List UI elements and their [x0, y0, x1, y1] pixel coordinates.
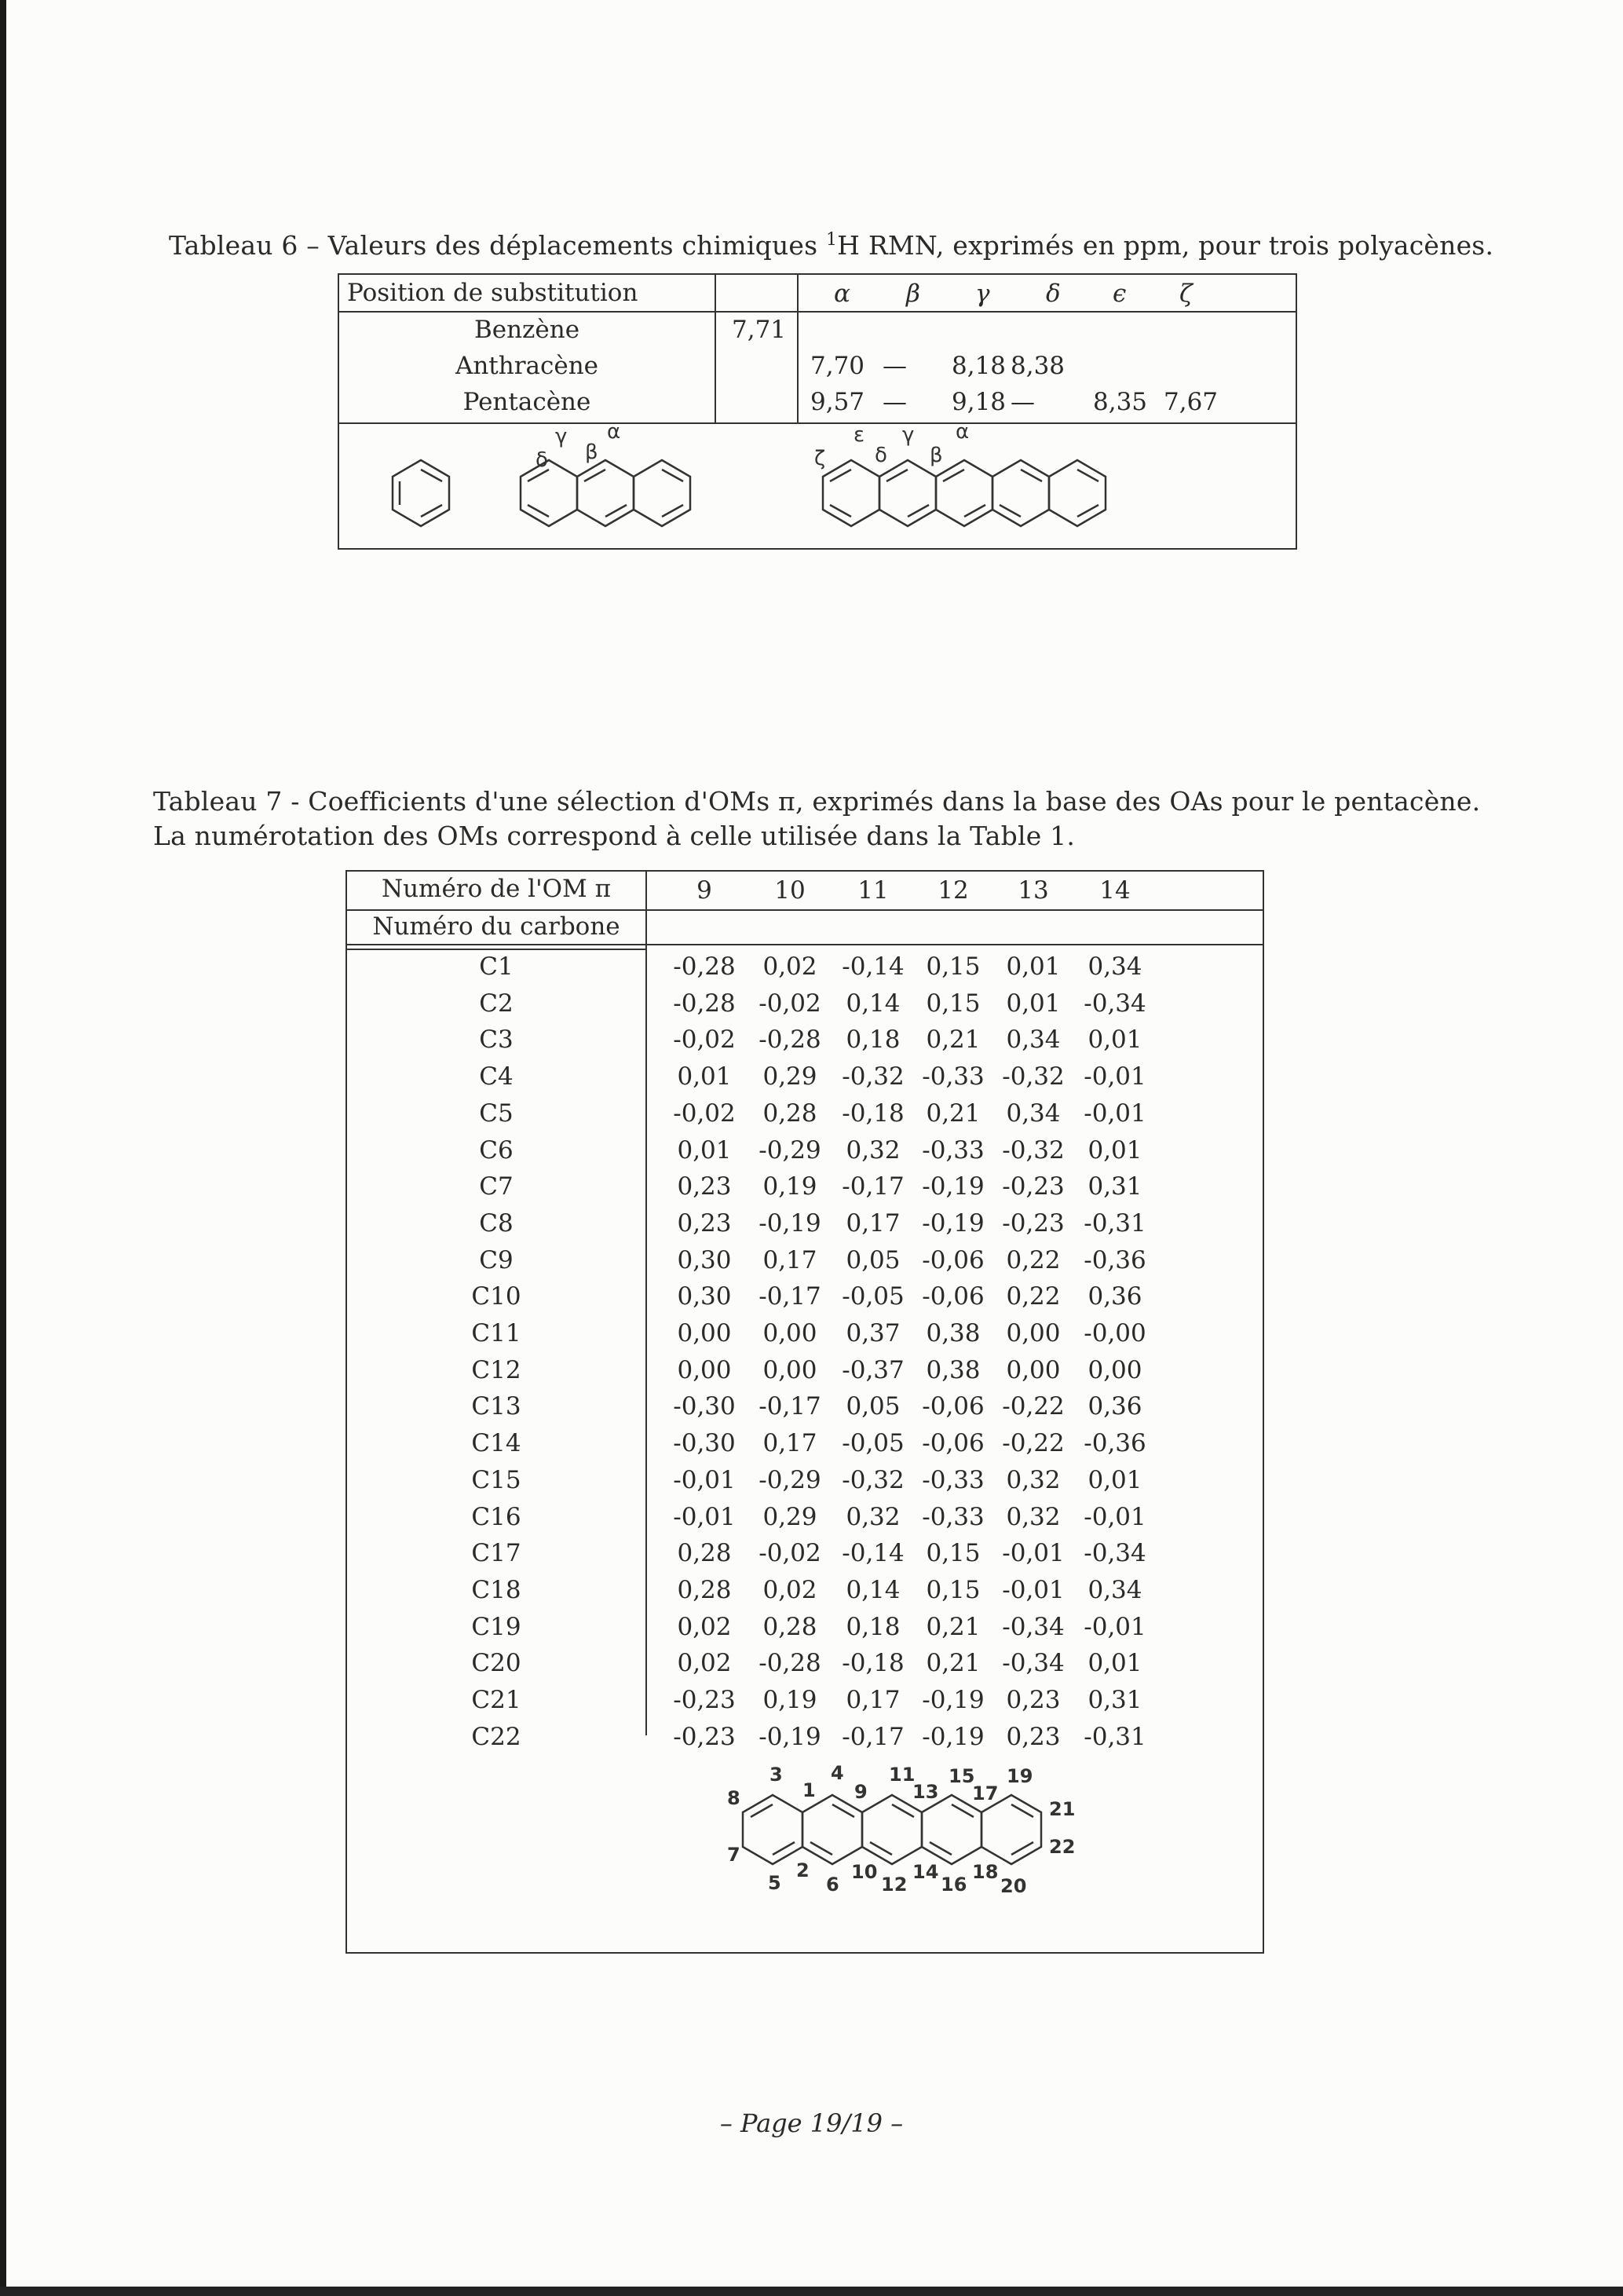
table7-carbon-label: C9: [479, 1245, 514, 1274]
table7-carbon-label: C19: [471, 1612, 521, 1641]
table7-coefficient: -0,28: [758, 1026, 821, 1055]
atom-label-14: 14: [912, 1861, 939, 1883]
atom-label-12: 12: [881, 1874, 908, 1896]
table-row: [347, 949, 1266, 985]
table7-coefficient: -0,30: [673, 1392, 736, 1421]
atom-label-5: 5: [768, 1872, 781, 1894]
table7-coefficient: 0,32: [846, 1135, 901, 1164]
table-row: [347, 1022, 1266, 1058]
table6-row-anthracene: Anthracène: [455, 352, 599, 380]
pentacene-label-beta: β: [930, 444, 943, 467]
table7-coefficient: 0,18: [846, 1026, 901, 1055]
table7-rule-1: [347, 909, 1263, 911]
table7-coefficient: 0,29: [762, 1502, 817, 1531]
table7-carbon-label: C12: [471, 1355, 521, 1384]
table6-value: 9,57: [810, 388, 865, 416]
table7-coefficient: 0,17: [762, 1429, 817, 1458]
table-row: [347, 1168, 1266, 1205]
table7-coefficient: 0,01: [677, 1135, 732, 1164]
table7-coefficient: 0,21: [926, 1649, 981, 1678]
table-row: [347, 1058, 1266, 1095]
table7-coefficient: 0,00: [677, 1355, 732, 1384]
table7-coefficient: -0,02: [758, 989, 821, 1018]
table7-coefficient: -0,29: [758, 1135, 821, 1164]
table7-coefficient: 0,28: [677, 1539, 732, 1568]
table6-value: 7,67: [1164, 388, 1219, 416]
atom-label-10: 10: [851, 1861, 878, 1883]
table7-coefficient: 0,01: [677, 1062, 732, 1091]
table7-coefficient: -0,06: [922, 1392, 985, 1421]
table7-om-number: 14: [1099, 876, 1131, 905]
table7-coefficient: 0,19: [762, 1172, 817, 1201]
table7-coefficient: 0,32: [846, 1502, 901, 1531]
table7-coefficient: 0,36: [1087, 1392, 1142, 1421]
table7-coefficient: 0,23: [677, 1172, 732, 1201]
table7-coefficient: 0,05: [846, 1392, 901, 1421]
table7-coefficient: 0,14: [846, 989, 901, 1018]
table7-coefficient: -0,01: [673, 1502, 736, 1531]
table-row: [347, 1719, 1266, 1756]
table6-value: 8,35: [1093, 388, 1148, 416]
table7-coefficient: 0,02: [677, 1649, 732, 1678]
atom-label-1: 1: [802, 1779, 816, 1801]
atom-label-15: 15: [949, 1765, 975, 1787]
table7-coefficient: 0,28: [762, 1099, 817, 1128]
table7-caption-line1: Tableau 7 - Coefficients d'une sélection d'OMs π, exprimés dans la base des OAs pour le pentacène.: [153, 786, 1481, 817]
table7-coefficient: 0,30: [677, 1245, 732, 1274]
table7-carbon-label: C13: [471, 1392, 521, 1421]
table7-coefficient: -0,18: [842, 1649, 905, 1678]
table7-coefficient: -0,23: [1002, 1172, 1065, 1201]
atom-label-6: 6: [826, 1874, 839, 1896]
table7-carbon-label: C10: [471, 1282, 521, 1311]
table7-coefficient: 0,05: [846, 1245, 901, 1274]
table7-coefficient: 0,34: [1087, 952, 1142, 981]
pentacene-structure: [823, 460, 1106, 526]
table7-coefficient: -0,32: [1002, 1062, 1065, 1091]
table-row: [347, 985, 1266, 1022]
table7-coefficient: 0,31: [1087, 1686, 1142, 1714]
table7-coefficient: 0,14: [846, 1575, 901, 1604]
table7-coefficient: 0,28: [762, 1612, 817, 1641]
table7-carbon-label: C11: [471, 1319, 521, 1347]
table7-coefficient: -0,01: [1002, 1539, 1065, 1568]
table7-coefficient: 0,17: [846, 1208, 901, 1238]
table-row: [347, 1645, 1266, 1682]
table7-carbon-label: C15: [471, 1465, 521, 1494]
table7-coefficient: -0,37: [842, 1355, 905, 1384]
table7-coefficient: -0,23: [673, 1722, 736, 1751]
table7-carbon-label: C18: [471, 1575, 521, 1604]
atom-label-17: 17: [972, 1782, 999, 1804]
table6-col-rule-2: [797, 275, 799, 422]
table7-coefficient: -0,02: [673, 1099, 736, 1128]
table7-coefficient: -0,23: [673, 1686, 736, 1714]
table-row: [347, 1278, 1266, 1315]
pentacene-label-zeta: ζ: [814, 447, 826, 470]
table7-coefficient: -0,17: [842, 1722, 905, 1751]
table6-value: 8,38: [1011, 352, 1066, 380]
table7-coefficient: -0,05: [842, 1429, 905, 1458]
table7-coefficient: -0,31: [1084, 1722, 1146, 1751]
table-row: [347, 1425, 1266, 1462]
table7-coefficient: 0,34: [1087, 1575, 1142, 1604]
table-row: [347, 1499, 1266, 1536]
atom-label-9: 9: [854, 1781, 868, 1803]
table7-header-carbon: Numéro du carbone: [372, 912, 620, 941]
table6-benzene-value: 7,71: [732, 316, 787, 344]
table7-coefficient: -0,06: [922, 1429, 985, 1458]
table7-coefficient: 0,17: [846, 1686, 901, 1714]
table7-coefficient: -0,33: [922, 1135, 985, 1164]
anthracene-label-delta: δ: [536, 448, 548, 472]
table7-coefficient: -0,18: [842, 1099, 905, 1128]
table7-coefficient: 0,18: [846, 1612, 901, 1641]
table6-row-pentacene: Pentacène: [462, 388, 591, 416]
table7-coefficient: -0,32: [1002, 1135, 1065, 1164]
table6-position-label-2: β: [906, 280, 920, 308]
table7-coefficient: 0,00: [1006, 1319, 1061, 1347]
table7-coefficient: 0,02: [762, 1575, 817, 1604]
table7-carbon-label: C8: [479, 1208, 514, 1238]
table7-coefficient: -0,31: [1084, 1208, 1146, 1238]
table6-structures: [339, 424, 1296, 550]
table7-coefficient: 0,19: [762, 1686, 817, 1714]
table7-om-number: 10: [774, 876, 806, 905]
atom-label-22: 22: [1049, 1836, 1076, 1858]
table7-header-om: Numéro de l'OM π: [381, 875, 612, 903]
table6-value: 7,70: [810, 352, 865, 380]
table6-value: —: [883, 352, 907, 380]
table6-header-rule: [339, 311, 1296, 313]
table7-coefficient: -0,01: [1084, 1062, 1146, 1091]
table6-position-label-6: ζ: [1179, 280, 1193, 308]
table7-coefficient: 0,23: [677, 1208, 732, 1238]
table7-coefficient: -0,01: [1084, 1612, 1146, 1641]
table7-coefficient: 0,00: [1087, 1355, 1142, 1384]
table7-om-number: 11: [857, 876, 889, 905]
pentacene-label-delta: δ: [875, 444, 887, 467]
table6-position-label-3: γ: [975, 280, 990, 308]
atom-label-13: 13: [912, 1781, 939, 1803]
table7-coefficient: 0,38: [926, 1355, 981, 1384]
atom-label-7: 7: [727, 1844, 740, 1866]
table7-coefficient: -0,33: [922, 1465, 985, 1494]
table7-carbon-label: C14: [471, 1429, 521, 1458]
table7-coefficient: 0,15: [926, 1539, 981, 1568]
table7-coefficient: 0,28: [677, 1575, 732, 1604]
table7-rule-2: [347, 944, 1263, 945]
atom-label-3: 3: [769, 1765, 783, 1786]
table7-coefficient: -0,05: [842, 1282, 905, 1311]
atom-label-20: 20: [1000, 1875, 1027, 1897]
table7-coefficient: 0,32: [1006, 1465, 1061, 1494]
table7-coefficient: 0,15: [926, 1575, 981, 1604]
table6-row-benzene: Benzène: [473, 316, 580, 344]
table7-coefficient: 0,23: [1006, 1722, 1061, 1751]
atom-label-2: 2: [796, 1859, 810, 1881]
table7-carbon-label: C5: [479, 1099, 514, 1128]
table7-coefficient: -0,34: [1002, 1612, 1065, 1641]
table7-carbon-label: C6: [479, 1135, 514, 1164]
table7-coefficient: 0,01: [1006, 952, 1061, 981]
table7-coefficient: -0,23: [1002, 1208, 1065, 1238]
table7-om-number: 9: [696, 876, 712, 905]
table7-coefficient: -0,01: [673, 1465, 736, 1494]
table7-carbon-label: C1: [479, 952, 514, 981]
table7-coefficient: 0,32: [1006, 1502, 1061, 1531]
table6: [338, 273, 1297, 550]
table7-coefficient: -0,19: [758, 1722, 821, 1751]
table7: [345, 870, 1264, 1954]
table-row: [347, 1242, 1266, 1279]
atom-label-18: 18: [972, 1861, 999, 1883]
scan-bottom-edge: [0, 2287, 1623, 2296]
table7-coefficient: -0,28: [673, 989, 736, 1018]
table7-coefficient: 0,01: [1087, 1135, 1142, 1164]
table7-carbon-label: C17: [471, 1539, 521, 1568]
table7-coefficient: 0,29: [762, 1062, 817, 1091]
table7-coefficient: -0,14: [842, 952, 905, 981]
table7-coefficient: -0,36: [1084, 1429, 1146, 1458]
table7-coefficient: -0,19: [922, 1686, 985, 1714]
table7-coefficient: -0,34: [1084, 989, 1146, 1018]
table7-coefficient: 0,21: [926, 1612, 981, 1641]
table7-coefficient: -0,34: [1002, 1649, 1065, 1678]
table-row: [347, 1388, 1266, 1425]
atom-label-16: 16: [941, 1874, 967, 1896]
table7-coefficient: -0,19: [758, 1208, 821, 1238]
table7-coefficient: 0,36: [1087, 1282, 1142, 1311]
table7-coefficient: -0,06: [922, 1282, 985, 1311]
table-row: [347, 1352, 1266, 1389]
table6-position-label-4: δ: [1046, 280, 1061, 308]
table-row: [347, 1535, 1266, 1572]
table7-coefficient: -0,19: [922, 1208, 985, 1238]
benzene-structure: [393, 460, 449, 526]
table7-coefficient: -0,06: [922, 1245, 985, 1274]
table7-coefficient: 0,38: [926, 1319, 981, 1347]
table7-coefficient: -0,36: [1084, 1245, 1146, 1274]
table-row: [347, 1095, 1266, 1132]
anthracene-label-beta: β: [585, 441, 598, 464]
table6-header-label: Position de substitution: [347, 279, 638, 307]
table7-coefficient: -0,01: [1084, 1502, 1146, 1531]
pentacene-label-alpha: α: [956, 424, 970, 444]
atom-label-8: 8: [727, 1787, 740, 1809]
anthracene-label-alpha: α: [607, 424, 621, 444]
table7-carbon-label: C3: [479, 1026, 514, 1055]
table7-coefficient: -0,17: [758, 1282, 821, 1311]
table7-coefficient: -0,01: [1084, 1099, 1146, 1128]
table6-position-label-5: ϵ: [1113, 280, 1127, 308]
pentacene-label-epsilon: ε: [854, 424, 865, 447]
table7-pentacene-structure: [661, 1765, 1258, 1922]
table7-coefficient: -0,28: [673, 952, 736, 981]
table7-coefficient: -0,00: [1084, 1319, 1146, 1347]
table7-coefficient: 0,34: [1006, 1099, 1061, 1128]
table7-coefficient: -0,29: [758, 1465, 821, 1494]
table7-coefficient: 0,22: [1006, 1245, 1061, 1274]
table7-coefficient: 0,15: [926, 989, 981, 1018]
table7-coefficient: 0,30: [677, 1282, 732, 1311]
table7-coefficient: -0,28: [758, 1649, 821, 1678]
table7-coefficient: 0,21: [926, 1099, 981, 1128]
table7-om-number: 13: [1018, 876, 1049, 905]
atom-label-19: 19: [1007, 1765, 1033, 1787]
anthracene-label-gamma: γ: [555, 425, 568, 448]
table7-om-number: 12: [938, 876, 969, 905]
table7-coefficient: -0,34: [1084, 1539, 1146, 1568]
table7-coefficient: 0,00: [762, 1355, 817, 1384]
table-row: [347, 1572, 1266, 1609]
atom-label-4: 4: [831, 1765, 844, 1784]
table7-coefficient: -0,19: [922, 1722, 985, 1751]
table7-carbon-label: C20: [471, 1649, 521, 1678]
table-row: [347, 1609, 1266, 1646]
table6-caption: Tableau 6 – Valeurs des déplacements chimiques $^1$H RMN, exprimés en ppm, pour trois polyacènes.: [169, 230, 1494, 261]
pentacene-label-gamma: γ: [902, 424, 915, 447]
table7-coefficient: -0,30: [673, 1429, 736, 1458]
table7-coefficient: -0,17: [758, 1392, 821, 1421]
table7-carbon-label: C21: [471, 1686, 521, 1714]
table-row: [347, 1462, 1266, 1499]
table6-value: 9,18: [952, 388, 1007, 416]
table7-coefficient: 0,15: [926, 952, 981, 981]
table-row: [347, 1315, 1266, 1352]
table7-coefficient: 0,31: [1087, 1172, 1142, 1201]
table7-coefficient: -0,01: [1002, 1575, 1065, 1604]
table7-coefficient: -0,33: [922, 1502, 985, 1531]
table7-coefficient: 0,01: [1087, 1026, 1142, 1055]
page-footer: – Page 19/19 –: [719, 2108, 904, 2138]
table6-value: 8,18: [952, 352, 1007, 380]
table7-coefficient: 0,22: [1006, 1282, 1061, 1311]
table7-carbon-label: C16: [471, 1502, 521, 1531]
table7-coefficient: 0,00: [677, 1319, 732, 1347]
table7-coefficient: -0,19: [922, 1172, 985, 1201]
table7-caption-line2: La numérotation des OMs correspond à celle utilisée dans la Table 1.: [153, 821, 1076, 851]
table7-coefficient: -0,32: [842, 1465, 905, 1494]
table7-coefficient: 0,37: [846, 1319, 901, 1347]
table7-coefficient: 0,01: [1087, 1649, 1142, 1678]
table7-carbon-label: C22: [471, 1722, 521, 1751]
table7-coefficient: 0,17: [762, 1245, 817, 1274]
table7-coefficient: 0,01: [1006, 989, 1061, 1018]
table7-coefficient: 0,34: [1006, 1026, 1061, 1055]
table6-col-rule-1: [715, 275, 716, 422]
table7-coefficient: 0,00: [762, 1319, 817, 1347]
table-row: [347, 1682, 1266, 1719]
table7-coefficient: -0,17: [842, 1172, 905, 1201]
table7-coefficient: 0,23: [1006, 1686, 1061, 1714]
table6-value: —: [883, 388, 907, 416]
table-row: [347, 1205, 1266, 1242]
table7-coefficient: -0,02: [673, 1026, 736, 1055]
scan-left-edge: [0, 0, 6, 2296]
table7-coefficient: -0,02: [758, 1539, 821, 1568]
atom-label-11: 11: [889, 1765, 916, 1786]
table7-coefficient: 0,02: [677, 1612, 732, 1641]
table7-coefficient: -0,14: [842, 1539, 905, 1568]
table7-coefficient: 0,01: [1087, 1465, 1142, 1494]
table6-position-label-1: α: [834, 280, 850, 308]
table7-coefficient: -0,33: [922, 1062, 985, 1091]
table7-coefficient: -0,22: [1002, 1429, 1065, 1458]
table7-carbon-label: C4: [479, 1062, 514, 1091]
table7-coefficient: -0,22: [1002, 1392, 1065, 1421]
table6-value: —: [1011, 388, 1035, 416]
table7-carbon-label: C2: [479, 989, 514, 1018]
table7-carbon-label: C7: [479, 1172, 514, 1201]
atom-label-21: 21: [1049, 1798, 1076, 1820]
table7-coefficient: 0,00: [1006, 1355, 1061, 1384]
table-row: [347, 1132, 1266, 1169]
table7-coefficient: -0,32: [842, 1062, 905, 1091]
table7-coefficient: 0,21: [926, 1026, 981, 1055]
table7-coefficient: 0,02: [762, 952, 817, 981]
